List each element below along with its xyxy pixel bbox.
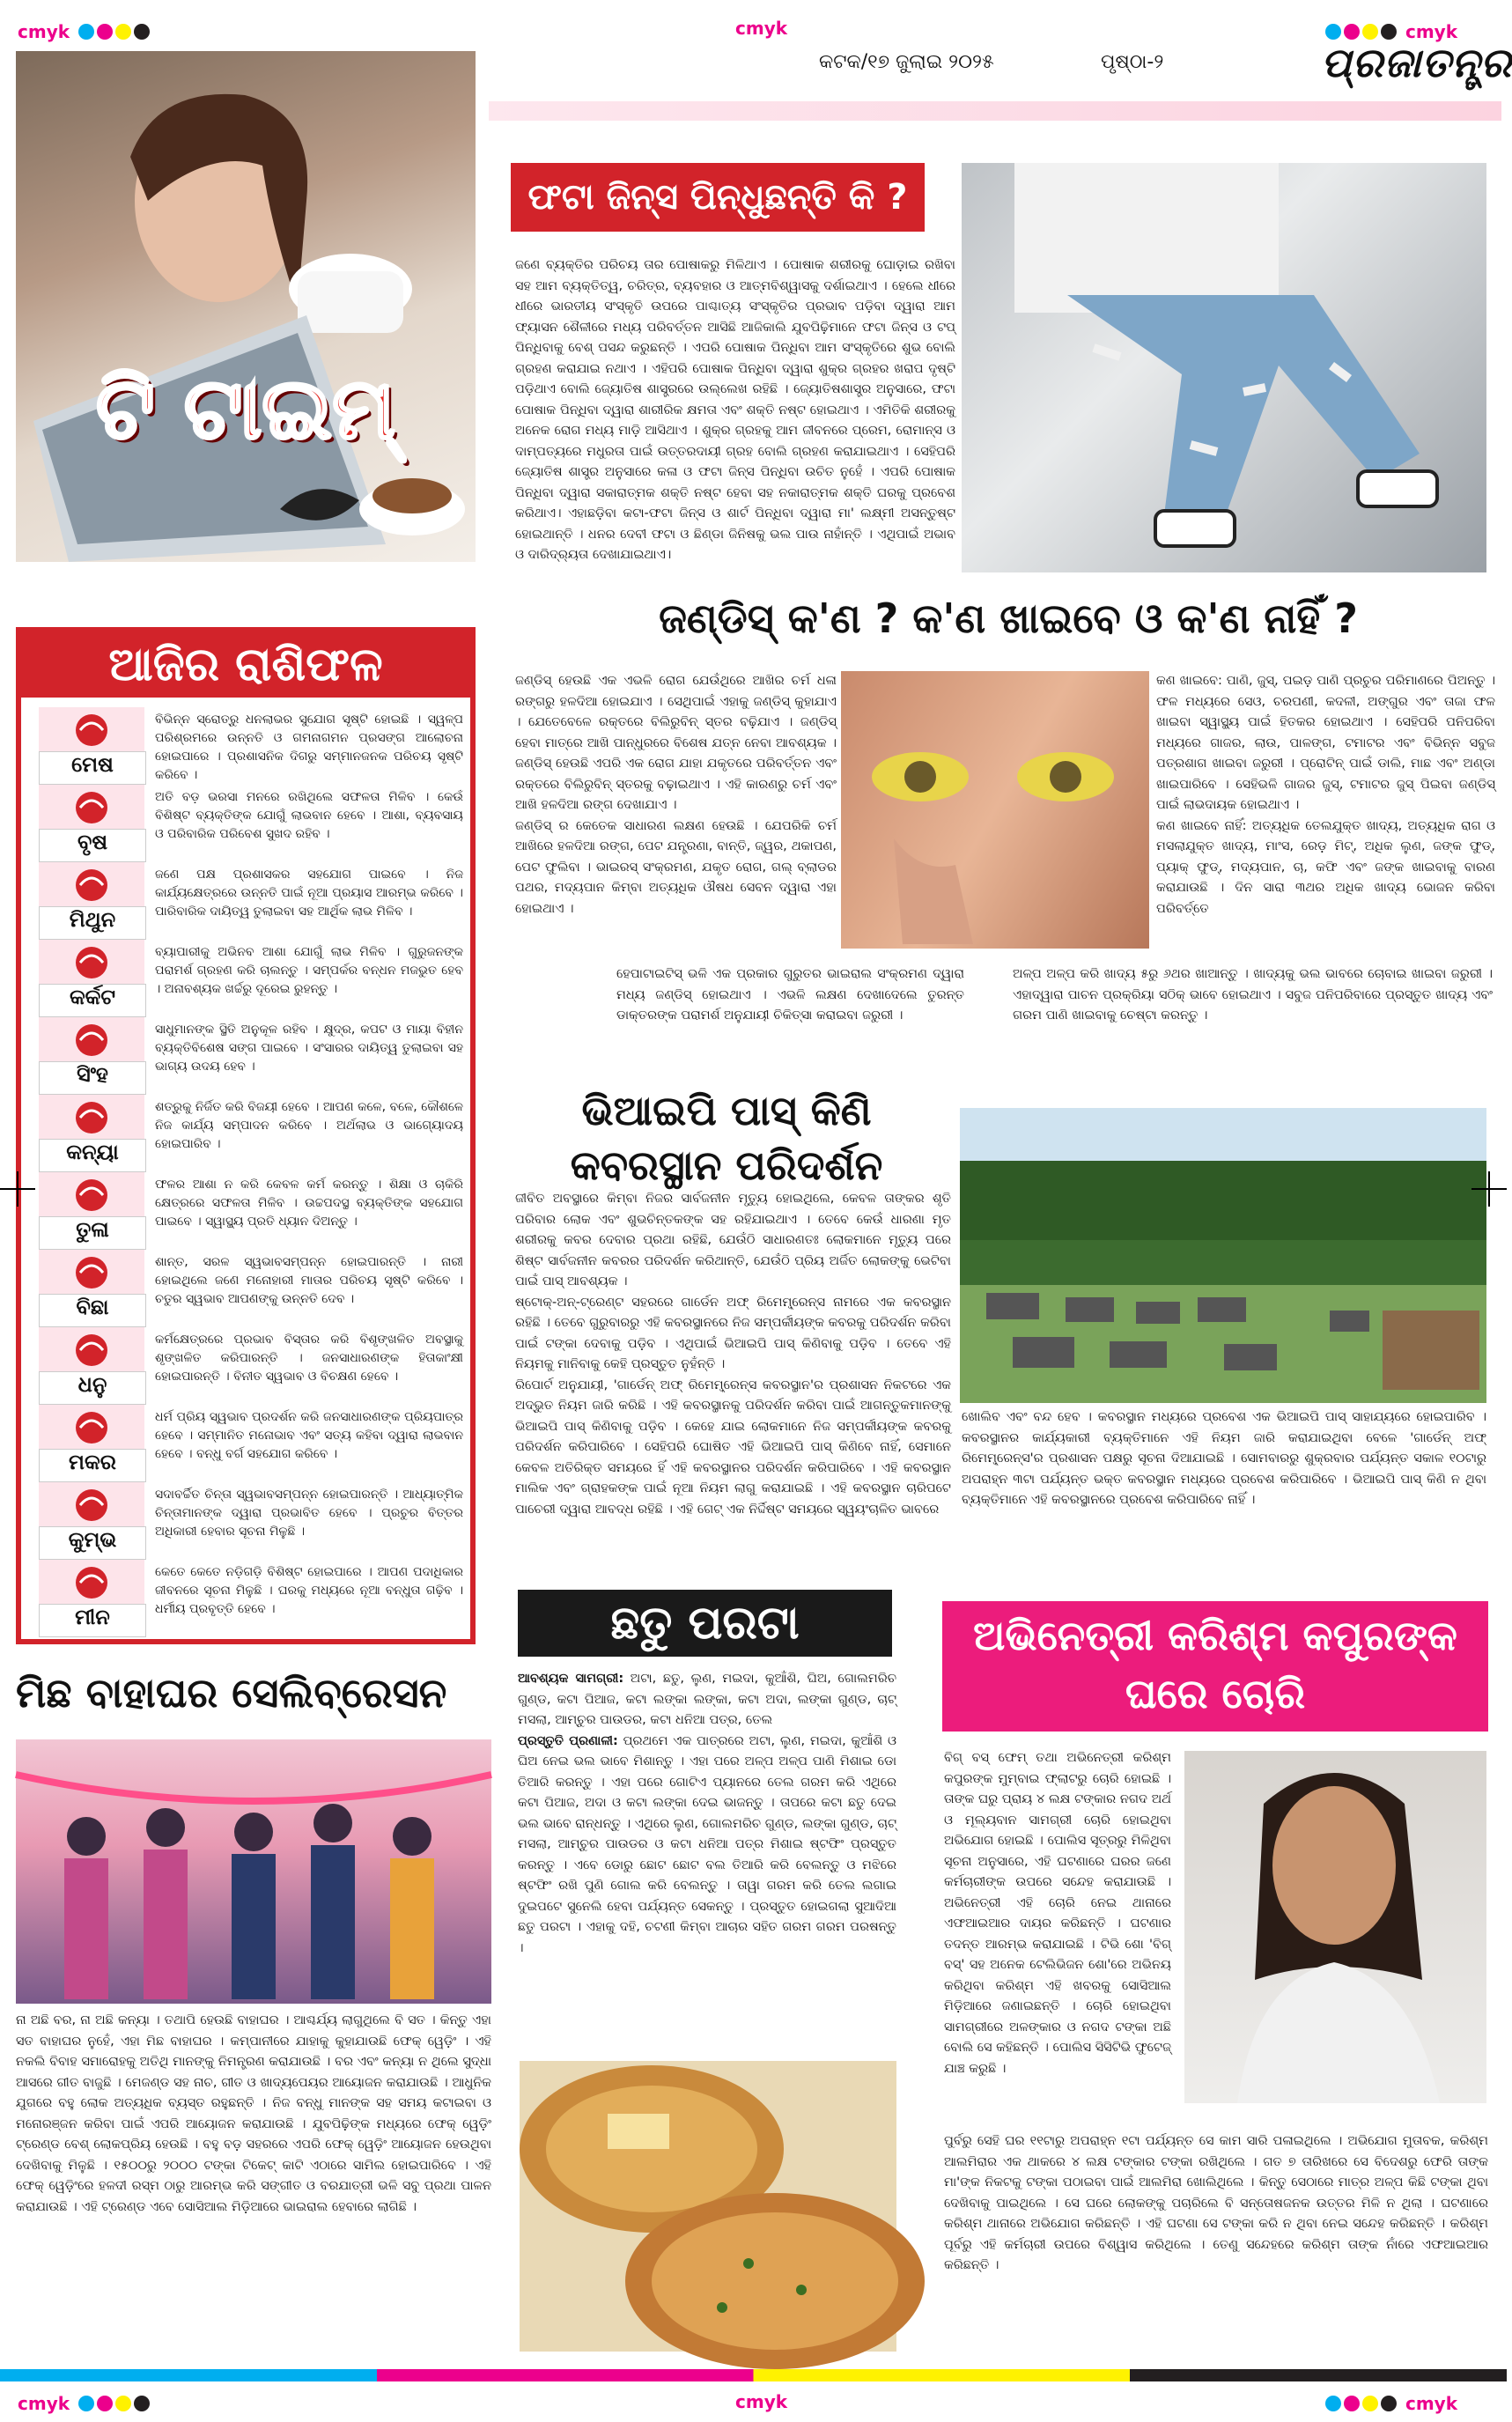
cyan-dot: [1325, 2396, 1341, 2411]
jeans-headline: ଫଟା ଜିନ୍ସ ପିନ୍ଧୁଛନ୍ତି କି ?: [511, 163, 925, 232]
rashi-sign-name: ମୀନ: [39, 1604, 146, 1637]
rashi-prediction: ସାଧୁମାନଙ୍କ ସ୍ଥିତି ଅନୁକୂଳ ରହିବ । କ୍ଷୁଦ୍ର, କପଟ ଓ ମାୟା ବିହୀନ ବ୍ୟକ୍ତିବିଶେଷ ସଙ୍ଗ ପାଇବେ । ସଂସାରର ଦାୟିତ୍ୱ ତୁଲାଇବା ସହ ଭାଗ୍ୟ ଉଦୟ ହେବ ।: [155, 1023, 463, 1074]
cmyk-label: cmyk: [1405, 20, 1458, 42]
rashi-row: [21, 707, 470, 785]
crop-mark-right: [1471, 1171, 1507, 1207]
newspaper-logo: ପ୍ରଜାତନ୍ତ୍ର: [1321, 39, 1512, 86]
method-text: ପ୍ରଥମେ ଏକ ପାତ୍ରରେ ଅଟା, ଲୁଣ, ମଇଦା, କୁଆଁଶି ଓ ଘିଅ ନେଇ ଭଲ ଭାବେ ମିଶାନ୍ତୁ । ଏହା ପରେ ଅଳ୍ପ ଅଳ୍ପ ପାଣି ମିଶାଇ ଡୋ ତିଆରି କରନ୍ତୁ । ଏହା ପରେ ଗୋଟିଏ ପ୍ୟାନରେ ତେଲ ଗରମ କରି ଏଥିରେ କଟା ପିଆଜ, ଅଦା ଓ କଟା ଲଙ୍କା ଦେଇ ଭାଜନ୍ତୁ । ତାପରେ କଟା ଛତୁ ଦେଇ ଭଲ ଭାବେ ରାନ୍ଧନ୍ତୁ । ଏଥିରେ ଲୁଣ, ଗୋଲମରିଚ ଗୁଣ୍ଡ, ଲଙ୍କା ଗୁଣ୍ଡ, ଚାଟ୍ ମସଲା, ଆମ୍ଚୁର ପାଉଡର ଓ କଟା ଧନିଆ ପତ୍ର ମିଶାଇ ଷ୍ଟଫିଂ ପ୍ରସ୍ତୁତ କରନ୍ତୁ । ଏବେ ଡୋରୁ ଛୋଟ ଛୋଟ ବଲ ତିଆରି କରି ବେଲନ୍ତୁ ଓ ମଝିରେ ଷ୍ଟଫିଂ ରଖି ପୁଣି ଗୋଲ କରି ବେଲନ୍ତୁ । ତାୱା ଗରମ କରି ତେଲ ଲଗାଇ ଦୁଇପଟେ ସୁନେଲି ହେବା ପର୍ଯ୍ୟନ୍ତ ସେକନ୍ତୁ । ପ୍ରସ୍ତୁତ ହୋଇଗଲା ସୁଆଦିଆ ଛତୁ ପରଟା । ଏହାକୁ ଦହି, ଚଟଣୀ କିମ୍ବା ଆଚାର ସହିତ ଗରମ ଗରମ ପରଷନ୍ତୁ ।: [518, 1733, 896, 1955]
gemini-icon: [39, 862, 144, 909]
pisces-icon: [39, 1560, 144, 1606]
yellow-dot: [1362, 2396, 1378, 2411]
cmyk-label: cmyk: [18, 20, 70, 42]
yellow-dot: [115, 2396, 131, 2411]
rashi-sign-name: କର୍କଟ: [39, 984, 146, 1017]
actress-photo: [1184, 1751, 1486, 2103]
cyan-dot: [78, 24, 94, 40]
rashi-prediction: ବ୍ୟାପାରୀକୁ ଅଭିନବ ଆଶା ଯୋଗୁଁ ଲାଭ ମିଳିବ । ଗୁରୁଜନଙ୍କ ପରାମର୍ଶ ଗ୍ରହଣ କରି ଚାଲନ୍ତୁ । ସମ୍ପର୍କର ବନ୍ଧନ ମଜଭୁତ ହେବ । ଅନାବଶ୍ୟକ ଖର୍ଚ୍ଚରୁ ଦୂରେଇ ରୁହନ୍ତୁ ।: [155, 945, 463, 996]
jaundice-headline: ଜଣ୍ଡିସ୍ କ'ଣ ? କ'ଣ ଖାଇବେ ଓ କ'ଣ ନାହିଁ ?: [659, 594, 1358, 642]
yellow-dot: [1362, 24, 1378, 40]
paratha-illustration: [520, 2061, 896, 2352]
rashifal-list: [21, 707, 470, 1641]
ripped-jeans-photo: [962, 163, 1486, 572]
magenta-dot: [1344, 24, 1360, 40]
rashifal-title: ଆଜିର ରାଶିଫଳ: [21, 632, 470, 698]
celebration-article-body: ନା ଅଛି ବର, ନା ଅଛି କନ୍ୟା । ତଥାପି ହେଉଛି ବାହାଘର । ଆଶ୍ଚର୍ଯ୍ୟ ଲାଗୁଥିଲେ ବି ସତ । କିନ୍ତୁ ଏହା ସତ ବାହାଘର ନୁହେଁ, ଏହା ମିଛ ବାହାଘର । କମ୍ପାନୀରେ ଯାହାକୁ କୁହାଯାଉଛି ଫେକ୍ ୱେଡ଼ିଂ । ଏହି ନକଲି ବିବାହ ସମାରୋହକୁ ଅତିଥି ମାନଙ୍କୁ ନିମନ୍ତ୍ରଣ କରାଯାଉଛି । ବର ଏବଂ କନ୍ୟା ନ ଥିଲେ ସୁଦ୍ଧା ଆସରେ ଗୀତ ବାଜୁଛି । ମେଜଣ୍ଡ ସହ ନାଚ, ଗୀତ ଓ ଖାଦ୍ୟପେୟର ଆୟୋଜନ କରାଯାଉଛି । ଆଧୁନିକ ଯୁଗରେ ବହୁ ଲୋକ ଅତ୍ୟଧିକ ବ୍ୟସ୍ତ ରହୁଛନ୍ତି । ନିଜ ବନ୍ଧୁ ମାନଙ୍କ ସହ ସମୟ କଟାଇବା ଓ ମନୋରଞ୍ଜନ କରିବା ପାଇଁ ଏପରି ଆୟୋଜନ କରାଯାଉଛି । ଯୁବପିଢ଼ିଙ୍କ ମଧ୍ୟରେ ଫେକ୍ ୱେଡ଼ିଂ ଟ୍ରେଣ୍ଡ ବେଶ୍ ଲୋକପ୍ରିୟ ହେଉଛି । ବହୁ ବଡ଼ ସହରରେ ଏପରି ଫେକ୍ ୱେଡ଼ିଂ ଆୟୋଜନ ହେଉଥିବା ଦେଖିବାକୁ ମିଳୁଛି । ୧୫୦୦ରୁ ୨୦୦୦ ଟଙ୍କା ଟିକେଟ୍ କାଟି ଏଠାରେ ସାମିଲ ହୋଇପାରିବେ । ଏହି ଫେକ୍ ୱେଡ଼ିଂରେ ହଳଦୀ ରସ୍ମ ଠାରୁ ଆରମ୍ଭ କରି ସଙ୍ଗୀତ ଓ ବରଯାତ୍ରୀ ଭଳି ସବୁ ପ୍ରଥା ପାଳନ କରାଯାଉଛି । ଏହି ଟ୍ରେଣ୍ଡ ଏବେ ସୋସିଆଲ ମିଡ଼ିଆରେ ଭାଇରାଲ ହେବାରେ ଲାଗିଛି ।: [16, 2013, 491, 2214]
celebration-headline: ମିଛ ବାହାଘର ସେଲିବ୍ରେସନ: [16, 1669, 447, 1717]
rashi-prediction: ଅତି ବଡ଼ ଭରସା ମନରେ ରଖିଥିଲେ ସଫଳତା ମିଳିବ । କେଉଁ ବିଶିଷ୍ଟ ବ୍ୟକ୍ତିଙ୍କ ଯୋଗୁଁ ଲାଭବାନ ହେବେ । ଆଶା, ବ୍ୟବସାୟ ଓ ପରିବାରିକ ପରିବେଶ ସୁଖଦ ରହିବ ।: [155, 790, 463, 841]
rashi-row: [21, 785, 470, 862]
rashi-row: [21, 1250, 470, 1327]
rashi-row: [21, 1095, 470, 1172]
rashifal-box: [16, 627, 476, 1644]
header-band: [489, 101, 1501, 121]
ingredients-label: ଆବଶ୍ୟକ ସାମଗ୍ରୀ:: [518, 1672, 624, 1686]
color-bar: [0, 2369, 1507, 2381]
rashi-prediction: ସଦାବର୍ଚ୍ଚିତ ଚିନ୍ତା ସ୍ୱଭାବସମ୍ପନ୍ନ ହୋଇପାରନ୍ତି । ଆଧ୍ୟାତ୍ମିକ ଚିନ୍ତାମାନଙ୍କ ଦ୍ୱାରା ପ୍ରଭାବିତ ହେବେ । ପ୍ରଚୁର ବିତ୍ତର ଅଧିକାରୀ ହେବାର ସୂଚନା ମିଳୁଛି ।: [155, 1488, 463, 1539]
crop-mark-left: [0, 1171, 35, 1207]
vip-article-body: ଜୀବିତ ଅବସ୍ଥାରେ କିମ୍ବା ନିଜର ସାର୍ବଜନୀନ ମୃତ୍ୟୁ ହୋଇଥିଲେ, କେବଳ ତାଙ୍କର ଶୃତି ପରିବାର ଲୋକ ଏବଂ ଶୁଭଚିନ୍ତକଙ୍କ ସହ ରହିଯାଇଥାଏ । ତେବେ କେଉଁ ଧାରଣା ମୃତ ଶରୀରକୁ କବର ଦେବାର ପ୍ରଥା ରହିଛି, ଯେଉଁଠି ସାଧାରଣତଃ ଲୋକମାନେ ମୃତ୍ୟୁ ପରେ ଶିଷ୍ଟ ସାର୍ବଜନୀନ କବରର ପରିଦର୍ଶନ କରିଥାନ୍ତି, ଯେଉଁଠି ପ୍ରିୟ ଅର୍ଜିତ ଲୋକଙ୍କୁ ଭେଟିବା ପାଇଁ ପାସ୍ ଆବଶ୍ୟକ । ଷ୍ଟୋକ୍-ଅନ୍-ଟ୍ରେଣ୍ଟ ସହରରେ ଗାର୍ଡେନ ଅଫ୍ ରିମେମ୍ବ୍ରେନ୍ସ ନାମରେ ଏକ କବରସ୍ଥାନ ରହିଛି । ତେବେ ଗୁରୁବାରରୁ ଏହି କବରସ୍ଥାନରେ ନିଜ ସମ୍ପର୍କୀୟଙ୍କ କବରକୁ ପରିଦର୍ଶନ କରିବା ପାଇଁ ଟଙ୍କା ଦେବାକୁ ପଡ଼ିବ । ଏଥିପାଇଁ ଭିଆଇପି ପାସ୍ କିଣିବାକୁ ପଡ଼ିବ । ତେବେ ଏହି ନିୟମକୁ ମାନିବାକୁ କେହି ପ୍ରସ୍ତୁତ ନୁହଁନ୍ତି । ରିପୋର୍ଟ ଅନୁଯାୟୀ, 'ଗାର୍ଡେନ୍ ଅଫ୍ ରିମେମ୍ବ୍ରେନ୍ସ କବରସ୍ଥାନ'ର ପ୍ରଶାସନ ନିକଟରେ ଏକ ଅଦ୍ଭୁତ ନିୟମ ଜାରି କରିଛି । ଏହି କବରସ୍ଥାନକୁ ପରିଦର୍ଶନ କରିବା ପାଇଁ ଆଗନ୍ତୁକମାନଙ୍କୁ ଭିଆଇପି ପାସ୍ କିଣିବାକୁ ପଡ଼ିବ । କେହେ ଯାଇ ଲୋକମାନେ ନିଜ ସମ୍ପର୍କୀୟଙ୍କ କବରକୁ ପରିଦର୍ଶନ କରିପାରିବେ । ସେହିପରି ଘୋଷିତ ଏହି ଭିଆଇପି ପାସ୍ କିଣିବେ ନାହିଁ, ସେମାନେ କେବଳ ଅତିରିକ୍ତ ସମୟରେ ହିଁ ଏହି କବରସ୍ଥାନର ପରିଦର୍ଶନ କରିପାରିବେ । ଏହି କବରସ୍ଥାନ ମାଲିକ ଏବଂ ଗ୍ରାହକଙ୍କ ପାଇଁ ନୂଆ ନିୟମ ଲାଗୁ କରାଯାଇଛି । ଏହି କବରସ୍ଥାନ ଚାରିପଟେ ପାଚେରୀ ଦ୍ୱାରା ଆବଦ୍ଧ ରହିଛି । ଏହି ଗେଟ୍ ଏକ ନିର୍ଦ୍ଦିଷ୍ଟ ସମୟରେ ସ୍ୱୟଂଚାଳିତ ଭାବରେ: [515, 1192, 951, 1517]
tea-time-title: ଟି ଟାଇମ୍: [95, 359, 396, 458]
black-dot: [1381, 24, 1397, 40]
virgo-icon: [39, 1095, 144, 1141]
rashi-sign-name: ଧନୁ: [39, 1371, 146, 1405]
aries-icon: [39, 707, 144, 754]
rashi-prediction: ଫଳର ଆଶା ନ କରି କେବଳ କର୍ମ କରନ୍ତୁ । ଶିକ୍ଷା ଓ ଚାକିରି କ୍ଷେତ୍ରରେ ସଫଳତା ମିଳିବ । ଉଚ୍ଚପଦସ୍ଥ ବ୍ୟକ୍ତିଙ୍କ ସହଯୋଗ ପାଇବେ । ସ୍ୱାସ୍ଥ୍ୟ ପ୍ରତି ଧ୍ୟାନ ଦିଅନ୍ତୁ ।: [155, 1178, 463, 1229]
rashi-prediction: ବିଭିନ୍ନ ସ୍ରୋତ୍ରୁ ଧନଲାଭର ସୁଯୋଗ ସୃଷ୍ଟି ହୋଇଛି । ସ୍ୱଳ୍ପ ପରିଶ୍ରମରେ ଉନ୍ନତି ଓ ଗମନାଗମନ ପ୍ରସଙ୍ଗ ଆଲୋଚନା ହୋଇପାରେ । ପ୍ରଶାସନିକ ଦିଗରୁ ସମ୍ମାନଜନକ ପରିଚୟ ସୃଷ୍ଟି କରିବେ ।: [155, 713, 463, 782]
black-dot: [1381, 2396, 1397, 2411]
theft-side-column: ବିଗ୍ ବସ୍ ଫେମ୍ ତଥା ଅଭିନେତ୍ରୀ କରିଶ୍ମ କପୁରଙ୍କ ମୁମ୍ବାଇ ଫ୍ଲାଟରୁ ଚୋରି ହୋଇଛି । ତାଙ୍କ ଘରୁ ପ୍ରାୟ ୪ ଲକ୍ଷ ଟଙ୍କାର ନଗଦ ଅର୍ଥ ଓ ମୂଲ୍ୟବାନ ସାମଗ୍ରୀ ଚୋରି ହୋଇଥିବା ଅଭିଯୋଗ ହୋଇଛି । ପୋଲିସ ସୂତ୍ରରୁ ମିଳିଥିବା ସୂଚନା ଅନୁସାରେ, ଏହି ଘଟଣାରେ ଘରର ଜଣେ କର୍ମଚାରୀଙ୍କ ଉପରେ ସନ୍ଦେହ କରାଯାଉଛି । ଅଭିନେତ୍ରୀ ଏହି ଚୋରି ନେଇ ଥାନାରେ ଏଫଆଇଆର ଦାୟର କରିଛନ୍ତି । ଘଟଣାର ତଦନ୍ତ ଆରମ୍ଭ କରାଯାଇଛି । ଟିଭି ଶୋ 'ବିଗ୍ ବସ୍' ସହ ଅନେକ ଟେଲିଭିଜନ ଶୋ'ରେ ଅଭିନୟ କରିଥିବା କରିଶ୍ମ ଏହି ଖବରକୁ ସୋସିଆଲ ମିଡ଼ିଆରେ ଜଣାଇଛନ୍ତି । ଚୋରି ହୋଇଥିବା ସାମଗ୍ରୀରେ ଅଳଙ୍କାର ଓ ନଗଦ ଟଙ୍କା ଅଛି ବୋଲି ସେ କହିଛନ୍ତି । ପୋଲିସ ସିସିଟିଭି ଫୁଟେଜ୍ ଯାଞ୍ଚ କରୁଛି ।: [944, 1751, 1171, 2076]
yellow-eye-illustration: [841, 671, 1149, 949]
rashi-prediction: ଜଣେ ପକ୍ଷ ପ୍ରଶାସକର ସହଯୋଗ ପାଇବେ । ନିଜ କାର୍ଯ୍ୟକ୍ଷେତ୍ରରେ ଉନ୍ନତି ପାଇଁ ନୂଆ ପ୍ରୟାସ ଆରମ୍ଭ କରିବେ । ପାରିବାରିକ ଦାୟିତ୍ୱ ତୁଲାଇବା ସହ ଆର୍ଥିକ ଲାଭ ମିଳିବ ।: [155, 868, 463, 919]
cyan-dot: [1325, 24, 1341, 40]
cmyk-label-top-center: cmyk: [735, 18, 788, 39]
magenta-dot: [97, 2396, 113, 2411]
rashi-row: [21, 1405, 470, 1482]
rashi-sign-name: ମେଷ: [39, 751, 146, 785]
jaundice-eye-photo: [841, 671, 1149, 949]
recipe-headline: ଛତୁ ପରଟା: [518, 1590, 892, 1657]
rashi-row: [21, 1482, 470, 1560]
rashi-row: [21, 1172, 470, 1250]
ingredients-text: ଅଟା, ଛତୁ, ଲୁଣ, ମଇଦା, କୁଆଁଶି, ଘିଅ, ଗୋଲମରିଚ ଗୁଣ୍ଡ, କଟା ପିଆଜ, କଟା ଲଙ୍କା ଲଙ୍କା, କଟା ଅଦା, ଲଙ୍କା ଗୁଣ୍ଡ, ଚାଟ୍ ମସଲା, ଆମ୍ଚୁର ପାଉଡର, କଟା ଧନିଆ ପତ୍ର, ତେଲ: [518, 1672, 897, 1727]
rashi-prediction: ଶତ୍ରୁକୁ ନିର୍ଜିତ କରି ବିଜୟୀ ହେବେ । ଆପଣ କଳେ, ବଳେ, କୌଶଳେ ନିଜ କାର୍ଯ୍ୟ ସମ୍ପାଦନ କରିବେ । ଅର୍ଥଲାଭ ଓ ଭାଗ୍ୟୋଦୟ ହୋଇପାରିବ ।: [155, 1100, 463, 1151]
rashi-sign-name: ତୁଳା: [39, 1216, 146, 1250]
cancer-icon: [39, 940, 144, 986]
yellow-dot: [115, 24, 131, 40]
jaundice-bottom-right: ଅଳ୍ପ ଅଳ୍ପ କରି ଖାଦ୍ୟ ୫ରୁ ୬ଥର ଖାଆନ୍ତୁ । ଖାଦ୍ୟକୁ ଭଲ ଭାବରେ ଚୋବାଇ ଖାଇବା ଜରୁରୀ । ଏହାଦ୍ୱାରା ପାଚନ ପ୍ରକ୍ରିୟା ସଠିକ୍ ଭାବେ ହୋଇଥାଏ । ସବୁଜ ପନିପରିବାରେ ପ୍ରସ୍ତୁତ ଖାଦ୍ୟ ଏବଂ ଗରମ ପାଣି ଖାଇବାକୁ ଚେଷ୍ଟା କରନ୍ତୁ ।: [1013, 967, 1493, 1023]
wedding-group-illustration: [16, 1739, 491, 2004]
magenta-dot: [1344, 2396, 1360, 2411]
cyan-dot: [78, 2396, 94, 2411]
registration-mark-bottom-left: [18, 2391, 152, 2414]
recipe-body: [518, 1669, 896, 2056]
black-dot: [134, 2396, 150, 2411]
cemetery-photo: [960, 1108, 1486, 1403]
rashi-prediction: ଧର୍ମ ପ୍ରିୟ ସ୍ୱଭାବ ପ୍ରଦର୍ଶନ କରି ଜନସାଧାରଣଙ୍କ ପ୍ରିୟପାତ୍ର ହେବେ । ସମ୍ମାନିତ ମନୋଭାବ ଏବଂ ସତ୍ୟ କହିବା ଦ୍ୱାରା ଲାଭବାନ ହେବେ । ବନ୍ଧୁ ବର୍ଗ ସହଯୋଗ କରିବେ ।: [155, 1410, 463, 1461]
jaundice-column-3: କଣ ଖାଇବେ: ପାଣି, ଜୁସ୍, ପଇଡ଼ ପାଣି ପ୍ରଚୁର ପରିମାଣରେ ପିଅନ୍ତୁ । ଫଳ ମଧ୍ୟରେ ସେଓ, ଚରପଣୀ, କଦଳୀ, ଅଙ୍ଗୁର ଏବଂ ତାଜା ଫଳ ଖାଇବା ସ୍ୱାସ୍ଥ୍ୟ ପାଇଁ ହିତକର ହୋଇଥାଏ । ସେହିପରି ପନିପରିବା ମଧ୍ୟରେ ଗାଜର, ଲାଉ, ପାଳଙ୍ଗ, ଟମାଟର ଏବଂ ବିଭିନ୍ନ ସବୁଜ ପତ୍ରଶାଗ ଖାଇବା ଜରୁରୀ । ପ୍ରୋଟିନ୍ ପାଇଁ ଡାଲି, ମାଛ ଏବଂ ଅଣ୍ଡା ଖାଇପାରିବେ । ସେହିଭଳି ଗାଜର ଜୁସ୍, ଟମାଟର ଜୁସ୍ ପିଇବା ଜଣ୍ଡିସ୍ ପାଇଁ ଲାଭଦାୟକ ହୋଇଥାଏ । କଣ ଖାଇବେ ନାହିଁ: ଅତ୍ୟଧିକ ତେଲଯୁକ୍ତ ଖାଦ୍ୟ, ଅତ୍ୟଧିକ ରାଗ ଓ ମସଲାଯୁକ୍ତ ଖାଦ୍ୟ, ମାଂସ, ରେଡ଼ ମିଟ୍, ଅଧିକ ଲୁଣ, ଜଙ୍କ ଫୁଡ୍, ପ୍ୟାକ୍ ଫୁଡ୍, ମଦ୍ୟପାନ, ଚା, କଫି ଏବଂ ଜଙ୍କ ଖାଇବାକୁ ବାରଣ କରାଯାଉଛି । ଦିନ ସାରା ୩ଥର ଅଧିକ ଖାଦ୍ୟ ଭୋଜନ କରିବା ପରିବର୍ତ୍ତେ: [1156, 674, 1495, 916]
rashi-prediction: ଶାନ୍ତ, ସରଳ ସ୍ୱଭାବସମ୍ପନ୍ନ ହୋଇପାରନ୍ତି । ନାରୀ ହୋଇଥିଲେ ଜଣେ ମନୋହାରୀ ମାତାର ପରିଚୟ ସୃଷ୍ଟି କରିବେ । ଚତୁର ସ୍ୱଭାବ ଆପଣଙ୍କୁ ଉନ୍ନତି ଦେବ ।: [155, 1255, 463, 1306]
rashi-sign-name: ମକର: [39, 1449, 146, 1482]
vip-article-continuation: ଖୋଲିବ ଏବଂ ବନ୍ଦ ହେବ । କବରସ୍ଥାନ ମଧ୍ୟରେ ପ୍ରବେଶ ଏକ ଭିଆଇପି ପାସ୍ ସାହାଯ୍ୟରେ ହୋଇପାରିବ । କବରସ୍ଥାନର କାର୍ଯ୍ୟକାରୀ ବ୍ୟକ୍ତିମାନେ ଏହି ନିୟମ ଜାରି କରାଯାଇଥିବା ବେଳେ 'ଗାର୍ଡେନ୍ ଅଫ୍ ରିମେମ୍ବ୍ରେନ୍ସ'ର ପ୍ରଶାସନ ପକ୍ଷରୁ ସୂଚନା ଦିଆଯାଇଛି । ସୋମବାରରୁ ଶୁକ୍ରବାର ପର୍ଯ୍ୟନ୍ତ ସକାଳ ୧୦ଟାରୁ ଅପରାହ୍ନ ୩ଟା ପର୍ଯ୍ୟନ୍ତ ଭକ୍ତ କବରସ୍ଥାନ ମଧ୍ୟରେ ପ୍ରବେଶ କରିପାରିବେ । ଭିଆଇପି ପାସ୍ କିଣି ନ ଥିବା ବ୍ୟକ୍ତିମାନେ ଏହି କବରସ୍ଥାନରେ ପ୍ରବେଶ କରିପାରିବେ ନାହିଁ ।: [962, 1410, 1486, 1507]
rashi-row: [21, 1327, 470, 1405]
registration-mark-bottom-right: [1325, 2391, 1460, 2414]
cmyk-label: cmyk: [1405, 2392, 1458, 2414]
cemetery-illustration: [960, 1108, 1486, 1403]
theft-headline: [942, 1601, 1488, 1732]
registration-mark-top-left: [18, 19, 152, 42]
wedding-photo: [16, 1739, 491, 2004]
black-dot: [134, 24, 150, 40]
theft-headline-line-1: ଅଭିନେତ୍ରୀ କରିଶ୍ମ କପୁରଙ୍କ: [973, 1612, 1457, 1659]
vip-headline-line-2: କବରସ୍ଥାନ ପରିଦର୍ଶନ: [570, 1141, 883, 1189]
rashi-sign-name: ବିଛା: [39, 1294, 146, 1327]
capricorn-icon: [39, 1405, 144, 1451]
sagittarius-icon: [39, 1327, 144, 1374]
rashi-row: [21, 1560, 470, 1637]
rashi-prediction: କେତେ କେତେ ନଡ଼ିଗଡ଼ି ବିଶିଷ୍ଟ ହୋଇପାରେ । ଆପଣ ପଦାଧିକାର ଜୀବନରେ ସୂଚନା ମିଳୁଛି । ଘରକୁ ମଧ୍ୟରେ ନୂଆ ବନ୍ଧୁତା ଗଢ଼ିବ । ଧର୍ମୀୟ ପ୍ରବୃତ୍ତି ହେବେ ।: [155, 1565, 463, 1616]
woman-with-cup-illustration: [16, 51, 476, 562]
magenta-dot: [97, 24, 113, 40]
jeans-illustration: [962, 163, 1486, 572]
rashi-sign-name: ମିଥୁନ: [39, 906, 146, 940]
taurus-icon: [39, 785, 144, 831]
vip-headline: [515, 1083, 938, 1193]
rashi-prediction: କର୍ମକ୍ଷେତ୍ରରେ ପ୍ରଭାବ ବିସ୍ତାର କରି ବିଶୃଙ୍ଖଳିତ ଅବସ୍ଥାକୁ ଶୃଙ୍ଖଳିତ କରିପାରନ୍ତି । ଜନସାଧାରଣଙ୍କ ହିତାକାଂକ୍ଷୀ ହୋଇପାରନ୍ତି । ବିନୀତ ସ୍ୱଭାବ ଓ ବିଚକ୍ଷଣ ହେବେ ।: [155, 1333, 463, 1384]
cmyk-label: cmyk: [18, 2392, 70, 2414]
aquarius-icon: [39, 1482, 144, 1529]
leo-icon: [39, 1017, 144, 1064]
theft-bottom-text: ପୁର୍ବରୁ ସେହି ଘର ୧୧ଟାରୁ ଅପରାହ୍ନ ୧ଟା ପର୍ଯ୍ୟନ୍ତ ସେ କାମ ସାରି ପଳାଇଥିଲେ । ଅଭିଯୋଗ ମୁତାବକ, କରିଶ୍ମ ଆଲମିରାର ଏକ ଥାକରେ ୪ ଲକ୍ଷ ଟଙ୍କାର ଟଙ୍କା ରଖିଥିଲେ । ଗତ ୭ ତାରିଖରେ ସେ ବିଦେଶରୁ ଫେରି ତାଙ୍କ ମା'ଙ୍କ ନିକଟକୁ ଟଙ୍କା ପଠାଇବା ପାଇଁ ଆଲମିରା ଖୋଲିଥିଲେ । କିନ୍ତୁ ସେଠାରେ ମାତ୍ର ଅଳ୍ପ କିଛି ଟଙ୍କା ଥିବା ଦେଖିବାକୁ ପାଇଥିଲେ । ସେ ଘରେ ଲୋକଙ୍କୁ ପଚାରିଲେ ବି ସନ୍ତୋଷଜନକ ଉତ୍ତର ମିଳି ନ ଥିଲା । ଘଟଣାରେ କରିଶ୍ମ ଥାନାରେ ଅଭିଯୋଗ କରିଛନ୍ତି । ଏହି ଘଟଣା ସେ ଟଙ୍କା କରି ନ ଥିବା ନେଇ ସନ୍ଦେହ କରିଛନ୍ତି । କରିଶ୍ମ ପୂର୍ବରୁ ଏହି କର୍ମଚାରୀ ଉପରେ ବିଶ୍ୱାସ କରିଥିଲେ । ତେଣୁ ସନ୍ଦେହରେ କରିଶ୍ମ ତାଙ୍କ ନାଁରେ ଏଫଆଇଆର କରିଛନ୍ତି ।: [944, 2134, 1488, 2272]
libra-icon: [39, 1172, 144, 1219]
scorpio-icon: [39, 1250, 144, 1296]
paratha-photo: [520, 2061, 896, 2352]
actress-portrait: [1184, 1751, 1486, 2103]
dateline: କଟକ/୧୭ ଜୁଲାଇ ୨୦୨୫: [819, 51, 994, 73]
theft-headline-line-2: ଘରେ ଚୋରି: [1125, 1670, 1306, 1717]
jeans-article-body: ଜଣେ ବ୍ୟକ୍ତିର ପରିଚୟ ତାର ପୋଷାକରୁ ମିଳିଥାଏ । ପୋଷାକ ଶରୀରକୁ ଘୋଡ଼ାଇ ରଖିବା ସହ ଆମ ବ୍ୟକ୍ତିତ୍ୱ, ଚରିତ୍ର, ବ୍ୟବହାର ଓ ଆତ୍ମବିଶ୍ୱାସକୁ ଦର୍ଶାଇଥାଏ । ହେଲେ ଧୀରେ ଧୀରେ ଭାରତୀୟ ସଂସ୍କୃତି ଉପରେ ପାଶ୍ଚାତ୍ୟ ସଂସ୍କୃତିର ପ୍ରଭାବ ପଡ଼ିବା ଦ୍ୱାରା ଆମ ଫ୍ୟାସନ ଶୈଳୀରେ ମଧ୍ୟ ପରିବର୍ତ୍ତନ ଆସିଛି ଆଜିକାଲି ଯୁବପିଢ଼ିମାନେ ଫଟା ଜିନ୍ସ ଓ ଟପ୍ ପିନ୍ଧିବାକୁ ବେଶ୍ ପସନ୍ଦ କରୁଛନ୍ତି । ଏପରି ପୋଷାକ ପିନ୍ଧିବା ଆମ ସଂସ୍କୃତିରେ ଶୁଭ ବୋଲି ଗ୍ରହଣ କରାଯାଇ ନଥାଏ । ଏହିପରି ପୋଷାକ ପିନ୍ଧିବା ଦ୍ୱାରା ଶୁକ୍ର ଗ୍ରହର ଖରାପ ଦୃଷ୍ଟି ପଡ଼ିଥାଏ ବୋଲି ଜ୍ୟୋତିଷ ଶାସ୍ତ୍ରରେ ଉଲ୍ଲେଖ ରହିଛି । ଜ୍ୟୋତିଷଶାସ୍ତ୍ର ଅନୁସାରେ, ଫଟା ପୋଷାକ ପିନ୍ଧିବା ଦ୍ୱାରା ଶାରୀରିକ କ୍ଷମତା ଏବଂ ଶକ୍ତି ନଷ୍ଟ ହୋଇଥାଏ । ଏମିତିକି ଶରୀରକୁ ଅନେକ ରୋଗ ମଧ୍ୟ ମାଡ଼ି ଆସିଥାଏ । ଶୁକ୍ର ଗ୍ରହକୁ ଆମ ଜୀବନରେ ପ୍ରେମ, ରୋମାନ୍ସ ଓ ଦାମ୍ପତ୍ୟରେ ମଧୁରତା ପାଇଁ ଉତ୍ତରଦାୟୀ ଗ୍ରହ ବୋଲି ଗ୍ରହଣ କରାଯାଇଥାଏ । ସେହିପରି ଜ୍ୟୋତିଷ ଶାସ୍ତ୍ର ଅନୁସାରେ କଳା ଓ ଫଟା ଜିନ୍ସ ପିନ୍ଧିବା ଉଚିତ ନୁହେଁ । ଏପରି ପୋଷାକ ପିନ୍ଧିବା ଦ୍ୱାରା ସକାରାତ୍ମକ ଶକ୍ତି ନଷ୍ଟ ହେବା ସହ ନକାରାତ୍ମକ ଶକ୍ତି ଘରକୁ ପ୍ରବେଶ କରିଥାଏ। ଏହାଛଡ଼ିବା କଟା-ଫଟା ଜିନ୍ସ ଓ ଶାର୍ଟ ପିନ୍ଧିବା ଦ୍ୱାରା ମା' ଲକ୍ଷ୍ମୀ ଅସନ୍ତୁଷ୍ଟ ହୋଇଥାନ୍ତି । ଧନର ଦେବୀ ଫଟା ଓ ଛିଣ୍ଡା ଜିନିଷକୁ ଭଲ ପାଉ ନାହାଁନ୍ତି । ଏଥିପାଇଁ ଅଭାବ ଓ ଦାରିଦ୍ର୍ୟତା ଦେଖାଯାଇଥାଏ।: [515, 258, 955, 562]
page-number: ପୃଷ୍ଠା-୨: [1101, 51, 1164, 73]
tea-time-photo: [16, 51, 476, 562]
rashi-sign-name: ସିଂହ: [39, 1061, 146, 1095]
jaundice-bottom-left: ହେପାଟାଇଟିସ୍ ଭଳି ଏକ ପ୍ରକାର ଗୁରୁତର ଭାଇରାଲ ସଂକ୍ରମଣ ଦ୍ୱାରା ମଧ୍ୟ ଜଣ୍ଡିସ୍ ହୋଇଥାଏ । ଏଭଳି ଲକ୍ଷଣ ଦେଖାଦେଲେ ତୁରନ୍ତ ଡାକ୍ତରଙ୍କ ପରାମର୍ଶ ଅନୁଯାୟୀ ଚିକିତ୍ସା କରାଇବା ଜରୁରୀ ।: [616, 967, 964, 1023]
cmyk-label-bottom-center: cmyk: [735, 2391, 788, 2412]
jaundice-column-1: ଜଣ୍ଡିସ୍ ହେଉଛି ଏକ ଏଭଳି ରୋଗ ଯେଉଁଥିରେ ଆଖିର ଚର୍ମ ଧଳା ରଙ୍ଗରୁ ହଳଦିଆ ହୋଇଯାଏ । ସେଥିପାଇଁ ଏହାକୁ ଜଣ୍ଡିସ୍ କୁହାଯାଏ । ଯେତେବେଳେ ରକ୍ତରେ ବିଲିରୁବିନ୍ ସ୍ତର ବଢ଼ିଯାଏ । ଜଣ୍ଡିସ୍ ହେବା ମାତ୍ରେ ଆଖି ପାନ୍ଧୁରରେ ବିଶେଷ ଯତ୍ନ ନେବା ଆବଶ୍ୟକ । ଜଣ୍ଡିସ୍ ହେଉଛି ଏପରି ଏକ ରୋଗ ଯାହା ଯକୃତରେ ପରିବର୍ତ୍ତନ ଏବଂ ରକ୍ତରେ ବିଲିରୁବିନ୍ ସ୍ତରକୁ ବଢ଼ାଇଥାଏ । ଏହି କାରଣରୁ ଚର୍ମ ଏବଂ ଆଖି ହଳଦିଆ ରଙ୍ଗ ଦେଖାଯାଏ । ଜଣ୍ଡିସ୍ ର କେତେକ ସାଧାରଣ ଲକ୍ଷଣ ହେଉଛି । ଯେପରିକି ଚର୍ମ ଆଖିରେ ହଳଦିଆ ରଙ୍ଗ, ପେଟ ଯନ୍ତ୍ରଣା, ବାନ୍ତି, ଜ୍ୱର, ଥକାପଣ, ପେଟ ଫୁଲିବା । ଭାଇରସ୍ ସଂକ୍ରମଣ, ଯକୃତ ରୋଗ, ଗଲ୍ ବ୍ଲାଡର ପଥର, ମଦ୍ୟପାନ କିମ୍ବା ଅତ୍ୟଧିକ ଔଷଧ ସେବନ ଦ୍ୱାରା ଏହା ହୋଇଥାଏ ।: [515, 674, 837, 916]
rashi-row: [21, 1017, 470, 1095]
rashi-sign-name: ବୃଷ: [39, 829, 146, 862]
vip-headline-line-1: ଭିଆଇପି ପାସ୍ କିଣି: [581, 1087, 872, 1134]
method-label: ପ୍ରସ୍ତୁତି ପ୍ରଣାଳୀ:: [518, 1733, 618, 1748]
rashi-sign-name: କନ୍ୟା: [39, 1139, 146, 1172]
rashi-sign-name: କୁମ୍ଭ: [39, 1526, 146, 1560]
rashi-row: [21, 862, 470, 940]
rashi-row: [21, 940, 470, 1017]
